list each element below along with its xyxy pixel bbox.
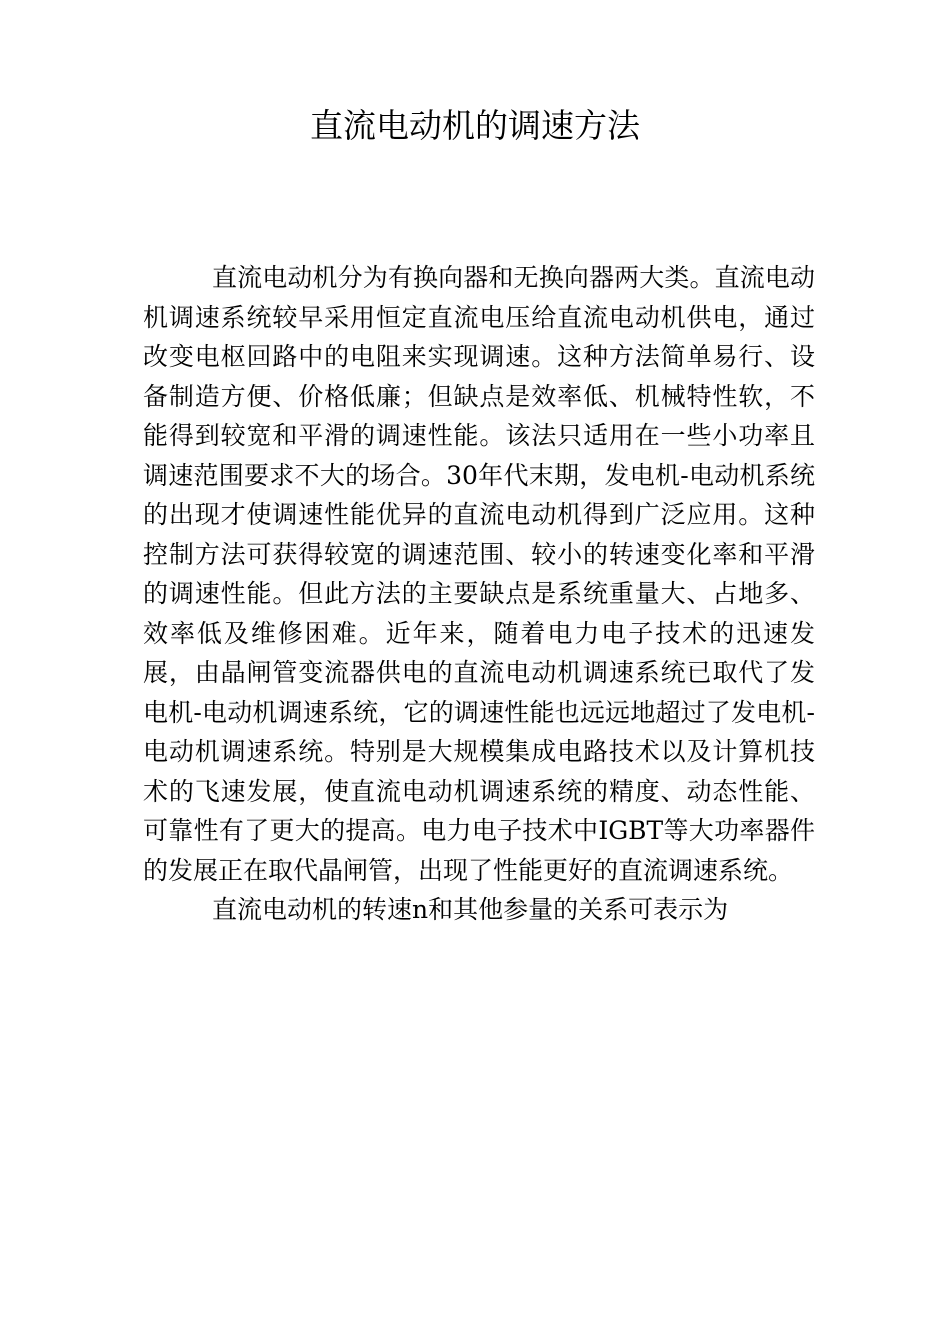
- document-body: [143, 258, 815, 930]
- document-title: 直流电动机的调速方法: [310, 106, 640, 145]
- paragraph-1: 直流电动机分为有换向器和无换向器两大类。直流电动机调速系统较早采用恒定直流电压给直流电动机供电，通过改变电枢回路中的电阻来实现调速。这种方法简单易行、设备制造方便、价格低廉；但缺点是效率低、机械特性软，不能得到较宽和平滑的调速性能。该法只适用在一些小功率且调速范围要求不大的场合。30年代末期，发电机-电动机系统的出现才使调速性能优异的直流电动机得到广泛应用。这种控制方法可获得较宽的调速范围、较小的转速变化率和平滑的调速性能。但此方法的主要缺点是系统重量大、占地多、效率低及维修困难。近年来，随着电力电子技术的迅速发展，由晶闸管变流器供电的直流电动机调速系统已取代了发电机-电动机调速系统，它的调速性能也远远地超过了发电机-电动机调速系统。特别是大规模集成电路技术以及计算机技术的飞速发展，使直流电动机调速系统的精度、动态性能、可靠性有了更大的提高。电力电子技术中IGBT等大功率器件的发展正在取代晶闸管，出现了性能更好的直流调速系统。: [143, 263, 815, 885]
- paragraph-2: 直流电动机的转速n和其他参量的关系可表示为: [212, 895, 729, 924]
